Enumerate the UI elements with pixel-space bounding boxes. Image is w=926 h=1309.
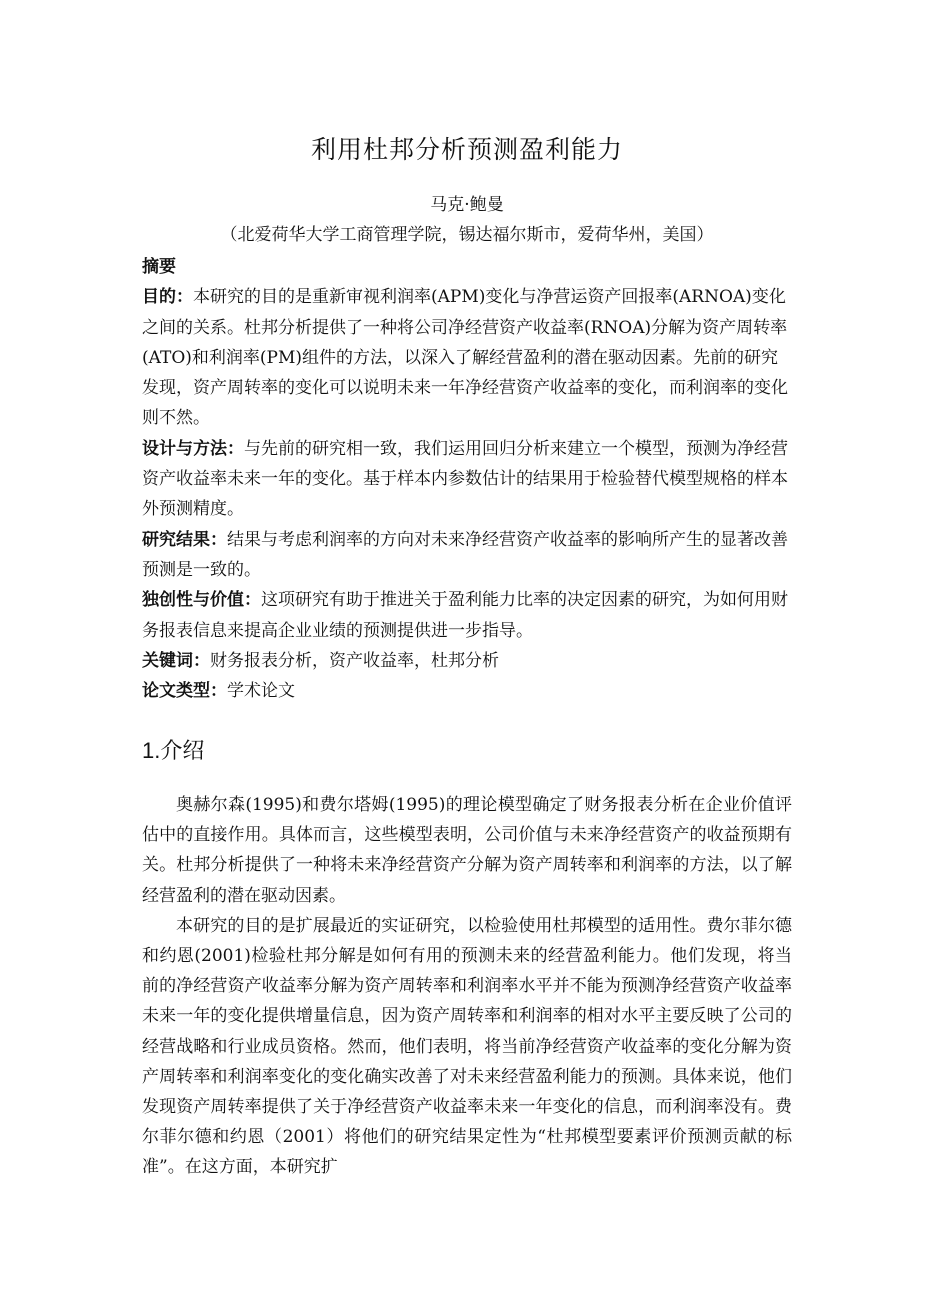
paragraph: 奥赫尔森(1995)和费尔塔姆(1995)的理论模型确定了财务报表分析在企业价值评估中的直接作用。具体而言，这些模型表明，公司价值与未来净经营资产的收益预期有关。杜邦分析提供了一种将未来净经营资产分解为资产周转率和利润率的方法，以了解经营盈利的潜在驱动因素。 (142, 795, 792, 906)
section-body (142, 790, 792, 1183)
keywords-text: 财务报表分析，资产收益率，杜邦分析 (210, 650, 499, 671)
affiliation: （北爱荷华大学工商管理学院，锡达福尔斯市，爱荷华州，美国） (220, 225, 714, 245)
keywords-label: 关键词： (142, 650, 210, 671)
abstract-keywords (142, 646, 792, 676)
abstract (142, 252, 792, 706)
abstract-type (142, 676, 792, 706)
findings-text: 结果与考虑利润率的方向对未来净经营资产收益率的影响所产生的显著改善预测是一致的。 (142, 529, 788, 580)
purpose-label: 目的： (142, 287, 193, 308)
type-text: 学术论文 (227, 681, 295, 702)
author: 马克·鲍曼 (430, 195, 504, 215)
design-label: 设计与方法： (142, 438, 244, 459)
abstract-findings (142, 525, 792, 586)
purpose-text: 本研究的目的是重新审视利润率(APM)变化与净营运资产回报率(ARNOA)变化之间的关系。杜邦分析提供了一种将公司净经营资产收益率(RNOA)分解为资产周转率(ATO)和利润率(PM)组件的方法，以深入了解经营盈利的潜在驱动因素。先前的研究发现，资产周转率的变化可以说明未来一年净经营资产收益率的变化，而利润率的变化则不然。 (142, 287, 788, 429)
abstract-heading: 摘要 (142, 257, 176, 277)
section-heading: 1.介绍 (142, 738, 205, 763)
type-label: 论文类型： (142, 681, 227, 702)
originality-text: 这项研究有助于推进关于盈利能力比率的决定因素的研究，为如何用财务报表信息来提高企业业绩的预测提供进一步指导。 (142, 590, 788, 641)
abstract-design (142, 434, 792, 525)
abstract-purpose (142, 282, 792, 433)
paragraph: 本研究的目的是扩展最近的实证研究，以检验使用杜邦模型的适用性。费尔菲尔德和约恩(2001)检验杜邦分解是如何有用的预测未来的经营盈利能力。他们发现，将当前的净经营资产收益率分解为资产周转率和利润率水平并不能为预测净经营资产收益率未来一年的变化提供增量信息，因为资产周转率和利润率的相对水平主要反映了公司的经营战略和行业成员资格。然而，他们表明，将当前净经营资产收益率的变化分解为资产周转率和利润率变化的变化确实改善了对未来经营盈利能力的预测。具体来说，他们发现资产周转率提供了关于净经营资产收益率未来一年变化的信息，而利润率没有。费尔菲尔德和约恩（2001）将他们的研究结果定性为“杜邦模型要素评价预测贡献的标准”。在这方面，本研究扩 (142, 915, 792, 1178)
originality-label: 独创性与价值： (142, 590, 261, 611)
findings-label: 研究结果： (142, 529, 227, 550)
design-text: 与先前的研究相一致，我们运用回归分析来建立一个模型，预测为净经营资产收益率未来一年的变化。基于样本内参数估计的结果用于检验替代模型规格的样本外预测精度。 (142, 438, 788, 520)
abstract-originality (142, 585, 792, 646)
paper-title: 利用杜邦分析预测盈利能力 (310, 135, 623, 164)
